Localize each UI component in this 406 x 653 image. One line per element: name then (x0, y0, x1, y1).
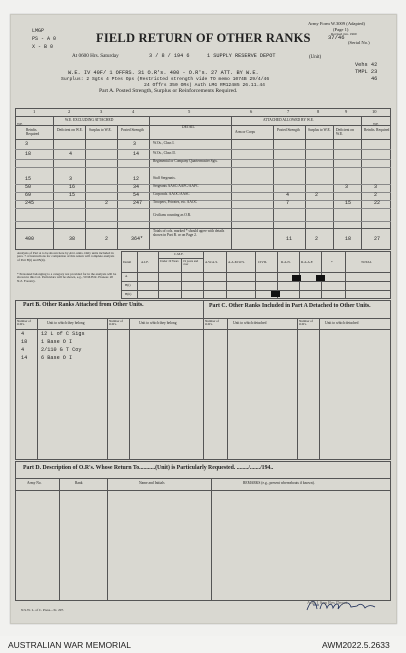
part-d-title: Part D. Description of O.R's. Whose Return To...........(Unit) is Particularly Requested. ......../......./194.. (23, 465, 274, 471)
row-cell-c1: 245 (25, 200, 35, 206)
row-detail: Staff Sergeants. (153, 176, 176, 180)
an-col-detail: Detail (123, 260, 132, 264)
part-b-unit: 12 L of C Sigs (41, 331, 85, 337)
row-cell-c7: 2 (315, 192, 319, 198)
form-title: FIELD RETURN OF OTHER RANKS (96, 31, 311, 45)
an-cmf-over: 19 years and over (183, 259, 199, 266)
vehs-3: 46 (371, 76, 378, 82)
col-num-9: 9 (345, 109, 348, 114)
revised-date: Revised Jan. 1960 (331, 32, 357, 36)
part-b-unit: 6 Base O I (41, 355, 73, 361)
col-num-2: 2 (68, 109, 71, 114)
an-col-ran: R.A.N. (281, 260, 291, 264)
an-row-a: A (125, 274, 128, 278)
row-cell-c9: 15 (345, 200, 352, 206)
row-detail: Corporals. AAOC/AASC (153, 192, 190, 196)
pc-col2: Unit to which detached (233, 321, 267, 325)
an-col-awas: A.W.A.S. (205, 260, 219, 264)
blackout-mark-1 (292, 275, 301, 281)
stamped-number: 37/46 (328, 34, 345, 41)
hdr-posted: Posted Strength (121, 128, 144, 132)
an-col-raaf: R.A.A.F. (301, 260, 314, 264)
total-c7: 2 (315, 236, 319, 242)
row-cell-c4: 34 (133, 184, 140, 190)
an-cmf-under: Under 19 Years (160, 259, 179, 263)
row-detail: Troopers, Privates, etc. AAOC (153, 200, 197, 204)
blackout-mark-3 (271, 291, 280, 297)
part-d (15, 461, 391, 601)
we-excl-header: W.E. EXCLUDING ATTACHED (65, 118, 114, 122)
unit-label: (Unit) (309, 55, 322, 60)
pc-col1: Number of O.R's. (205, 319, 219, 327)
total-c1: 400 (25, 236, 35, 242)
pb-col1: Number of O.R's. (17, 319, 31, 327)
pd-col-name: Name and Initials (139, 481, 165, 485)
total-c2: 38 (69, 236, 76, 242)
row-detail: W.Os., Class I. (153, 141, 175, 145)
hdr-deficient-r: Deficient on W.E. (336, 128, 354, 136)
vehs-1: Vehs 42 (355, 62, 378, 68)
we-line: W.E. IV 40F/ 1 OFFRS. 31 O.R's. 400 - O.R's. 27 ATT. BY W.E. (68, 70, 259, 76)
part-b-num: 18 (21, 339, 28, 345)
footer-left: AUSTRALIAN WAR MEMORIAL (8, 640, 131, 650)
analysis-text: Analysis of Part A to be shown here by ALL units. Only units included in para. 7 of instructions for completion of this return will complete analysis of Part B(i) and B(ii). (17, 251, 115, 262)
row-cell-c9: 3 (345, 184, 349, 190)
row-cell-c2: 16 (69, 184, 76, 190)
row-cell-c1: 3 (25, 141, 29, 147)
row-detail: Sergeants AASC/AAPC/AAPC (153, 184, 199, 188)
row-cell-c4: 3 (133, 141, 137, 147)
detail-header: DETAIL (182, 125, 195, 129)
left-code-1: LMGP (32, 28, 45, 34)
row-cell-c2: 15 (69, 192, 76, 198)
row-cell-c10: 22 (374, 200, 381, 206)
hdr-arm-corps: Arm or Corps (235, 130, 255, 134)
unit-typed: 1 SUPPLY RESERVE DEPOT (207, 53, 276, 59)
row-cell-c4: 12 (133, 176, 140, 182)
col-num-6: 6 (250, 109, 253, 114)
printer-line: N.S.W. L. of C. Press—St. 297. (21, 608, 65, 612)
row-cell-c10: 3 (374, 184, 378, 190)
analysis-note: * Personnel belonging to a category not provided for in the analysis will be shown in this Col. Particulars will be shown, e.g., 50 M.H.R. Pioneer. 20 N.Z. Forestry. (17, 272, 117, 283)
page-number: (Page 1) (333, 27, 349, 32)
att-allowed-header: ATTACHED ALLOWED BY W.E. (263, 118, 314, 122)
part-c-title: Part C. Other Ranks Included in Part A Detached to Other Units. (209, 303, 371, 309)
col-num-3: 3 (100, 109, 103, 114)
surplus-line-2: 24 Offrs 350 ORs) Auth LMG RM12485 26.11.44 (144, 83, 265, 88)
row-detail: Regimental or Company Quartermaster Sgts. (153, 159, 218, 163)
hdr-deficient: Deficient on W.E. (57, 128, 83, 132)
totals-label: Totals of cols. marked * should agree with details shown in Part B. or on Page 2. (153, 229, 225, 237)
col-num-5: 5 (188, 109, 191, 114)
an-col-aamws: A.A.M.W.S. (228, 260, 245, 264)
pb-col3: Number of O.R's. (109, 319, 123, 327)
part-b-unit: 2/110 G T Coy (41, 347, 82, 353)
row-cell-c4: 14 (133, 151, 140, 157)
an-col-star: * (331, 260, 333, 264)
an-col-aif: A.I.F. (141, 260, 149, 264)
row-cell-c4: 247 (133, 200, 143, 206)
left-code-3: X - B 0 (32, 44, 54, 50)
row-cell-c2: 3 (69, 176, 73, 182)
col-num-1: 1 (33, 109, 36, 114)
row-cell-c10: 2 (374, 192, 378, 198)
col-num-8: 8 (317, 109, 320, 114)
pc-col4: Unit to which detached (325, 321, 359, 325)
col-num-7: 7 (287, 109, 290, 114)
hdr-posted-r: Posted Strength (277, 128, 300, 132)
serial-no-label: (Serial No.) (348, 40, 370, 45)
total-c10: 27 (374, 236, 381, 242)
left-code-2: PS - A 0 (32, 36, 57, 42)
row-cell-c1: 50 (25, 184, 32, 190)
row-cell-c6: 7 (286, 200, 290, 206)
row-detail: Civilians counting as O.R. (153, 213, 192, 217)
col-num-4: 4 (132, 109, 135, 114)
pb-col2: Unit to which they belong (47, 321, 85, 325)
row-cell-c1: 18 (25, 151, 32, 157)
footer-right: AWM2022.5.2633 (322, 640, 390, 650)
pc-col3: Number of O.R's. (299, 319, 313, 327)
col-num-10: 10 (372, 109, 377, 114)
form-page: LMGP PS - A 0 X - B 0 Army Form W.3009 (Adapted) (Page 1) Revised Jan. 1960 (Serial No.) 37/46 FIELD RETURN OF OTHER RANKS At 0600 Hrs. Saturday 3 / 8 / 194 6 1 SUPPLY RESERVE DEPOT (Unit) W.E. IV 40F/ 1 OFFRS. 31 O.R's. 400 - O.R's. 27 ATT. BY W.E. Surplus: 2 Sgts 4 Ptes Ops (Restricted strength vide TO memo 1074B 29/4/46 24 Offrs 350 ORs) Auth LMG RM12485 26.11.44 Part A. Posted Strength, Surplus or Reinforcements Required. Vehs 42 TMPL 23 46 1 2 3 4 5 6 7 8 9 10 W.E. EXCLUDING ATTACHED ATTACHED ALLOWED BY W.E. DETAIL WE WE Reinfts. Required Deficient on W.E. Surplus to W.E. Posted Strength Arm or Corps Posted Strength Surplus to W.E. Deficient on W.E. Reinfts. Required Totals of cols. marked * should agree with details shown in Part B. or on Page 2. 400 38 2 364* 11 2 18 27 Analysis of Part A to be shown here by ALL units. Only units included in para. 7 of instructions for completion of this return will complete analysis of Part B(i) and B(ii). * Personnel belonging to a category not provided for in the analysis will be shown in this Col. Particulars will be shown, e.g., 50 M.H.R. Pioneer. 20 N.Z. Forestry. Detail A.I.F. C.M.F. Under 19 Years 19 years and over A.W.A.S. A.A.M.W.S. CIVIL R.A.N. R.A.A.F. * TOTAL A B(i) B(ii) Part B. Other Ranks Attached from Other Units. Part C. Other Ranks Included in Part A Detached to Other Units. Number of O.R's. Unit to which they belong Number of O.R's. Unit to which they belong Number of O.R's. Unit to which detached Number of O.R's. Unit to which detached Part D. Description of O.R's. Whose Return To...........(Unit) is Particularly Requested. ......../......./194.. Army No. Rank Name and Initials REMARKS (e.g., present whereabouts if known). Adjt 1 Sup Res Depot N.S.W. L. of C. Press—St. 297. W.Os., Class I. 3 3 W.Os., Class II. 18 4 14 Regimental or Company Quartermaster Sgts. Staff Sergeants. 15 3 12 Sergeants AASC/AAPC/AAPC 50 16 34 3 3 Corporals. AAOC/AASC 69 15 54 4 2 2 Troopers, Privates, etc. AAOC 245 2 247 7 15 22 Civilians counting as O.R. 4 12 L of C Sigs 18 1 Base O I 4 2/110 G T Coy 14 6 Base O I (10, 14, 397, 624)
pb-col4: Unit to which they belong (139, 321, 177, 325)
an-col-cmf: C.M.F. (174, 252, 184, 256)
part-b-num: 4 (21, 331, 25, 337)
row-cell-c1: 69 (25, 192, 32, 198)
an-row-bii: B(ii) (125, 292, 132, 296)
part-b-unit: 1 Base O I (41, 339, 73, 345)
hdr-surplus-r: Surplus to W.E. (308, 128, 331, 132)
part-b-num: 4 (21, 347, 25, 353)
row-cell-c4: 54 (133, 192, 140, 198)
total-c3: 2 (105, 236, 109, 242)
date-typed: 3 / 8 / 194 6 (149, 53, 190, 59)
vehs-2: TMPL 23 (355, 69, 378, 75)
hdr-surplus: Surplus to W.E. (89, 128, 112, 132)
total-c6: 11 (286, 236, 293, 242)
pd-col-remarks: REMARKS (e.g., present whereabouts if known). (243, 481, 315, 485)
row-cell-c6: 4 (286, 192, 290, 198)
total-c9: 18 (345, 236, 352, 242)
pd-col-armyno: Army No. (27, 481, 42, 485)
an-row-bi: B(i) (125, 283, 131, 287)
part-a-title: Part A. Posted Strength, Surplus or Reinforcements Required. (99, 88, 238, 94)
time-line: At 0600 Hrs. Saturday (72, 53, 119, 59)
row-cell-c2: 4 (69, 151, 73, 157)
row-cell-c1: 15 (25, 176, 32, 182)
row-cell-c3: 2 (105, 200, 109, 206)
surplus-line: Surplus: 2 Sgts 4 Ptes Ops (Restricted strength vide TO memo 1074B 29/4/46 (61, 77, 270, 82)
pd-col-rank: Rank (75, 481, 83, 485)
archive-footer (0, 636, 406, 653)
blackout-mark-2 (316, 275, 325, 281)
hdr-reinfts-r: Reinfts. Required (364, 128, 390, 132)
an-col-total: TOTAL (361, 260, 372, 264)
an-col-civil: CIVIL (258, 260, 268, 264)
hdr-reinfts: Reinfts. Required (26, 128, 40, 136)
row-detail: W.Os., Class II. (153, 151, 176, 155)
part-b-title: Part B. Other Ranks Attached from Other Units. (23, 302, 144, 308)
army-form-label: Army Form W.3009 (Adapted) (308, 21, 365, 26)
signature-title: Adjt 1 Sup Res Depot (307, 600, 348, 605)
total-c4: 364* (131, 236, 144, 242)
part-b-num: 14 (21, 355, 28, 361)
